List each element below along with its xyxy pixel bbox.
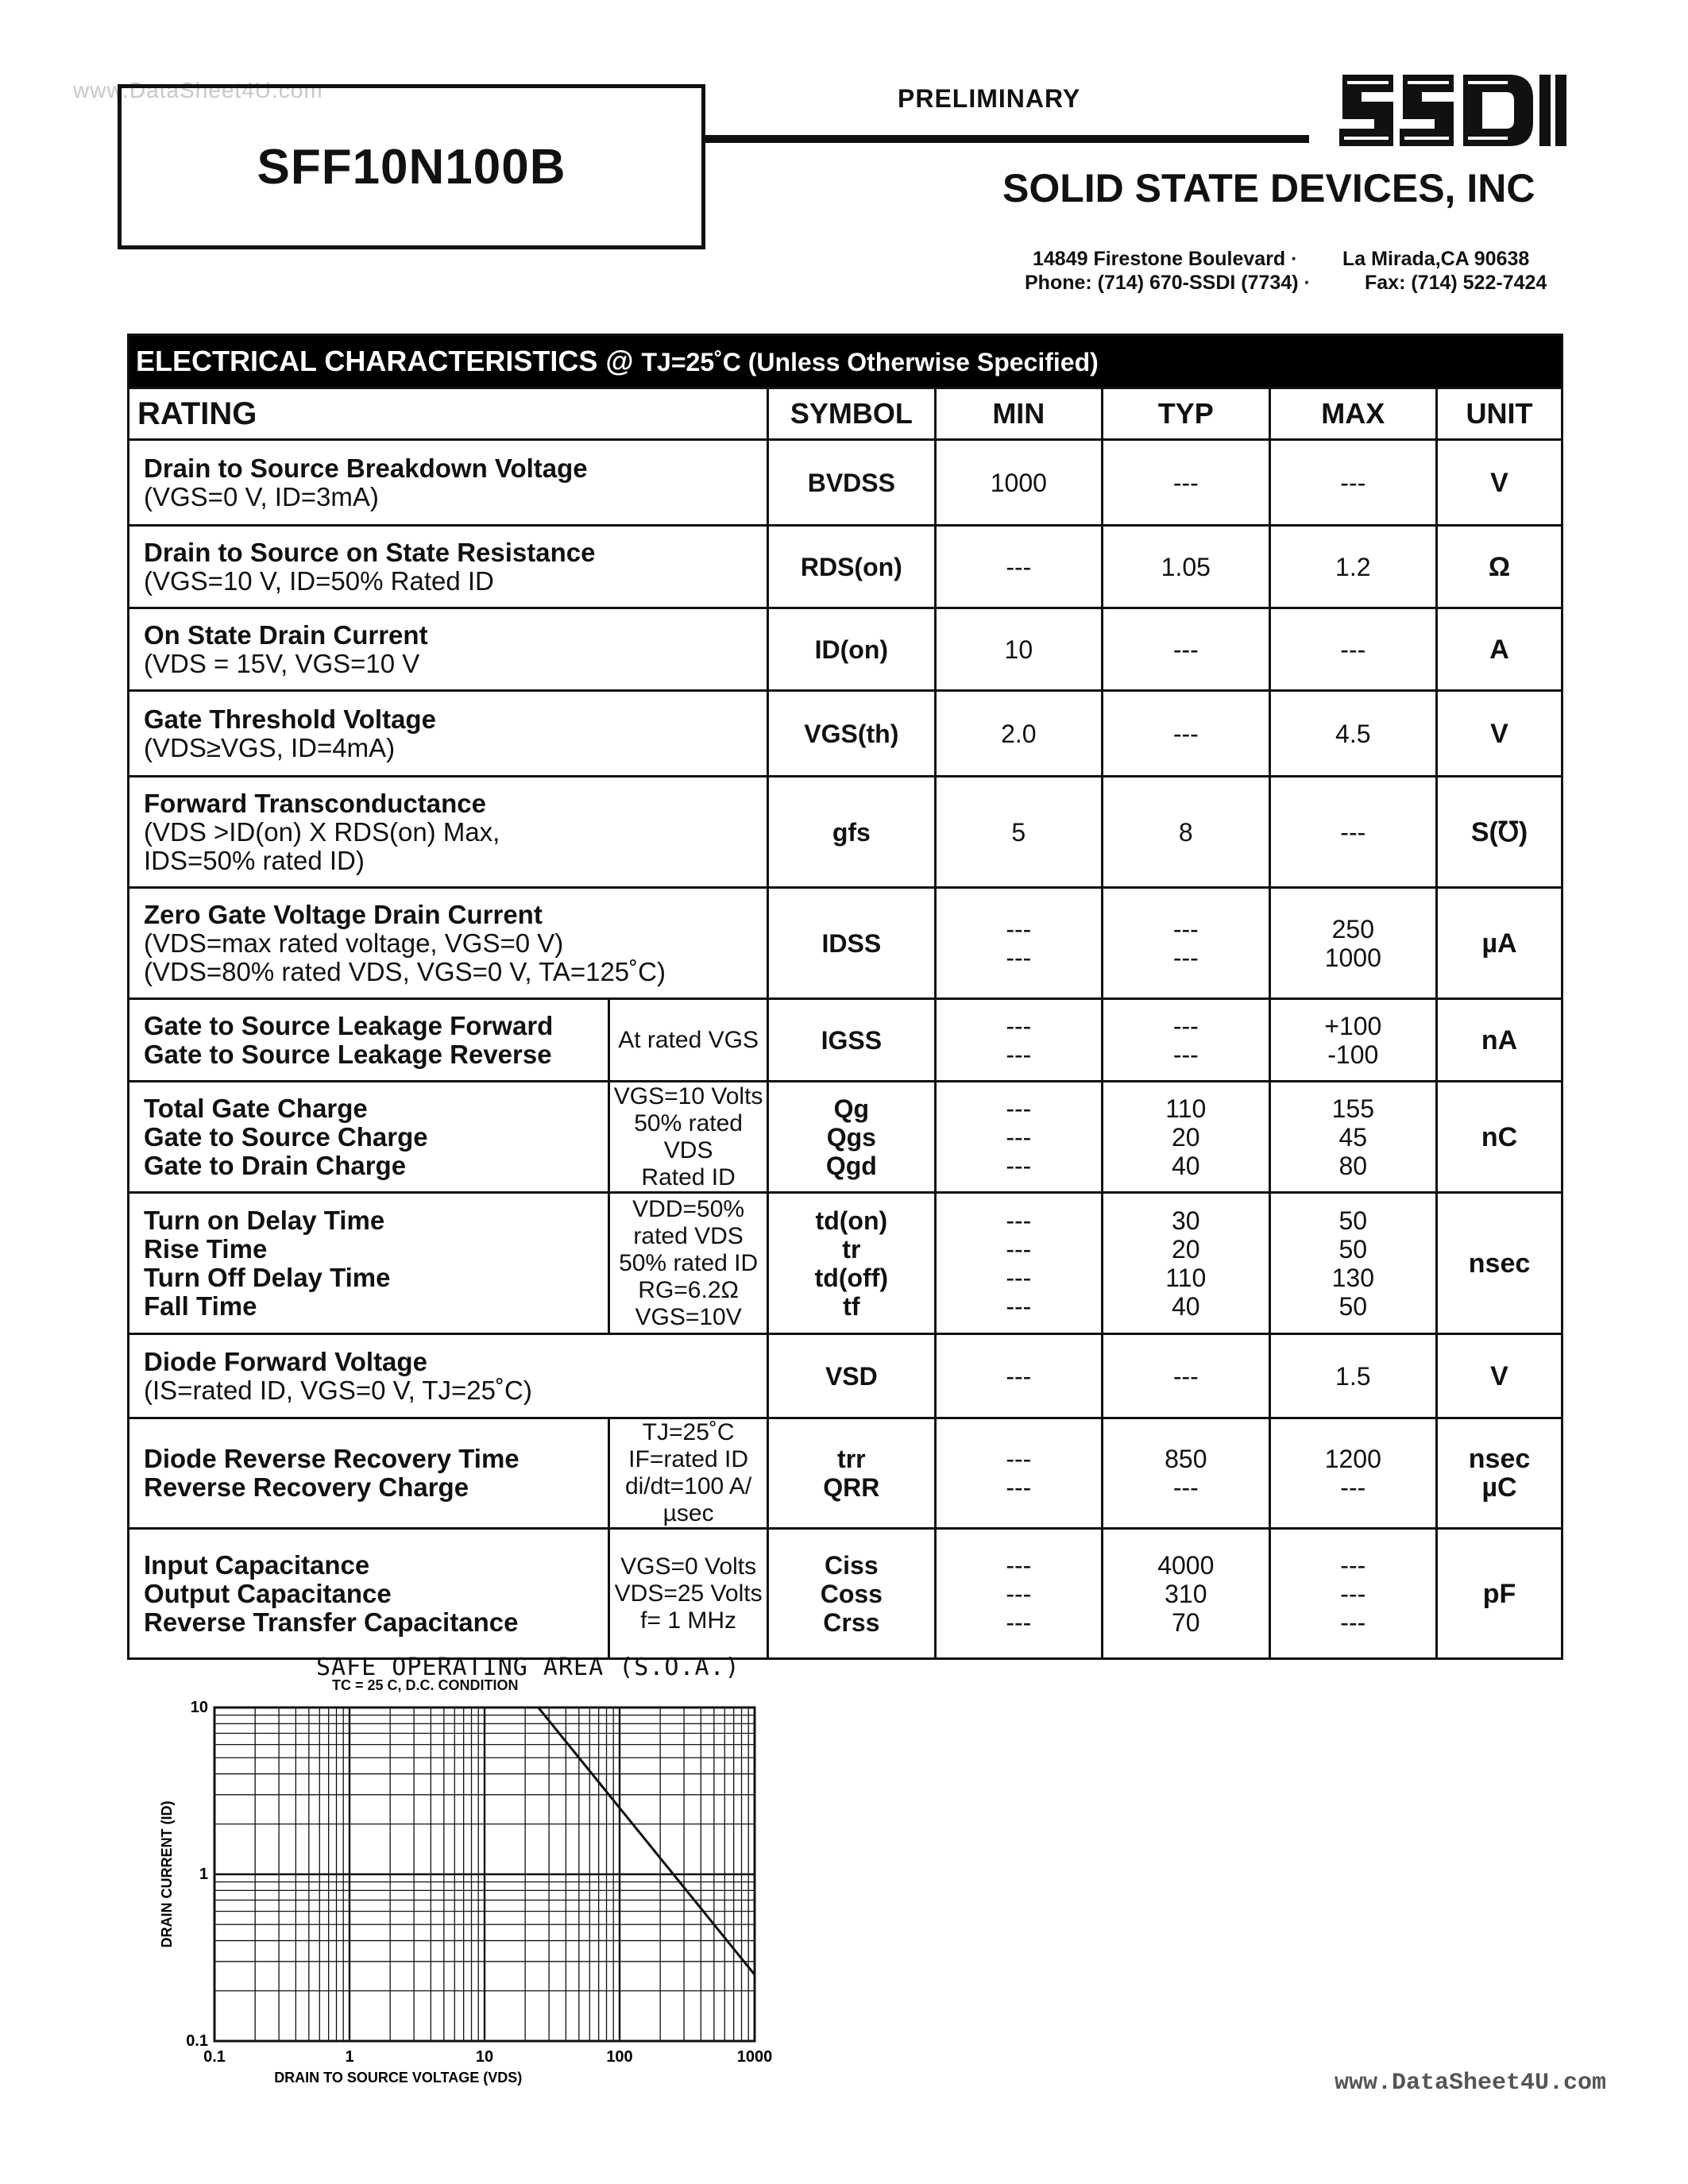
table-cell (129, 777, 768, 888)
table-cell (129, 1334, 768, 1418)
table-cell: 50 (1338, 1234, 1368, 1264)
part-number-box (118, 84, 705, 249)
table-cell (935, 1193, 1102, 1334)
header-min: MIN (935, 388, 1102, 440)
y-axis-label: DRAIN CURRENT (ID) (159, 1800, 175, 1948)
table-cell: --- (1006, 1550, 1032, 1580)
table-cell: --- (1172, 914, 1199, 943)
table-cell: Reverse Transfer Capacitance (144, 1607, 519, 1637)
table-cell: --- (935, 526, 1102, 608)
header-rating: RATING (129, 388, 768, 440)
table-cell: Rated ID (641, 1163, 736, 1190)
table-cell: VDS=25 Volts (614, 1580, 763, 1607)
table-cell: --- (1006, 1263, 1032, 1292)
table-cell: 1.2 (1269, 526, 1436, 608)
table-cell: (VDS=80% rated VDS, VGS=0 V, TA=125˚C) (144, 956, 666, 986)
table-cell: Input Capacitance (144, 1549, 370, 1580)
table-cell: --- (1006, 1445, 1032, 1473)
table-cell: 1000 (935, 440, 1102, 526)
table-cell (1103, 1418, 1269, 1529)
header-rule (705, 135, 1309, 143)
table-cell (935, 1418, 1102, 1529)
table-cell: --- (935, 1334, 1102, 1418)
x-axis-label: DRAIN TO SOURCE VOLTAGE (VDS) (274, 2070, 523, 2086)
table-cell: S(℧) (1437, 777, 1562, 888)
table-cell: V (1437, 440, 1562, 526)
table-row (129, 1418, 1562, 1529)
table-cell (1103, 1529, 1269, 1659)
table-cell: nC (1437, 1082, 1562, 1193)
table-cell: VGS=10V (635, 1303, 742, 1330)
table-cell: Turn on Delay Time (144, 1205, 385, 1235)
table-cell: --- (1269, 777, 1436, 888)
electrical-characteristics-table (127, 334, 1563, 1660)
table-row (129, 999, 1562, 1082)
table-cell: Crss (823, 1607, 880, 1637)
table-cell: VGS=0 Volts (620, 1553, 757, 1580)
soa-limit-line (539, 1707, 755, 1974)
table-cell: 5 (935, 777, 1102, 888)
table-cell (768, 1193, 935, 1334)
table-cell: nsec (1468, 1444, 1531, 1474)
table-cell: 4.5 (1269, 691, 1436, 777)
table-cell: (VDS = 15V, VGS=10 V (144, 648, 420, 678)
table-cell: VGS=10 Volts (613, 1082, 763, 1109)
table-banner (129, 335, 1562, 388)
table-cell (1103, 1193, 1269, 1334)
table-cell: Drain to Source on State Resistance (144, 537, 596, 567)
table-cell: BVDSS (768, 440, 935, 526)
table-cell: ELECTRICAL CHARACTERISTICS (136, 345, 598, 377)
table-cell: --- (1103, 691, 1269, 777)
table-row (129, 1082, 1562, 1193)
table-cell (129, 440, 768, 526)
table-cell: Ω (1437, 526, 1562, 608)
table-cell (1269, 999, 1436, 1082)
table-cell: 20 (1172, 1234, 1200, 1264)
table-cell (129, 608, 768, 691)
table-cell: 1.05 (1103, 526, 1269, 608)
table-cell: 110 (1165, 1094, 1207, 1123)
table-cell: Gate to Source Leakage Forward (144, 1010, 554, 1040)
table-cell: Gate to Source Charge (144, 1121, 428, 1152)
table-cell: Turn Off Delay Time (144, 1262, 391, 1292)
table-cell (1269, 888, 1436, 999)
x-tick-label: 1000 (736, 2048, 773, 2066)
table-cell: TJ=25˚C (Unless Otherwise Specified) (641, 348, 1099, 376)
header-symbol: SYMBOL (768, 388, 935, 440)
table-cell: --- (1269, 608, 1436, 691)
table-cell (1103, 999, 1269, 1082)
table-cell: gfs (768, 777, 935, 888)
preliminary-label: PRELIMINARY (898, 84, 1081, 113)
part-number: SFF10N100B (257, 139, 566, 195)
table-cell (129, 1193, 609, 1334)
table-cell: --- (1340, 1607, 1366, 1637)
table-cell: nsec (1437, 1193, 1562, 1334)
table-cell (129, 1082, 609, 1193)
table-cell (768, 1082, 935, 1193)
table-cell: td(on) (815, 1206, 888, 1235)
table-cell: nA (1437, 999, 1562, 1082)
table-cell: Qgd (825, 1151, 877, 1180)
table-cell: A (1437, 608, 1562, 691)
table-cell: Diode Reverse Recovery Time (144, 1444, 520, 1473)
table-cell: IF=rated ID (628, 1446, 749, 1472)
chart-subtitle: TC = 25 C, D.C. CONDITION (332, 1677, 519, 1693)
table-cell: 70 (1172, 1607, 1200, 1637)
table-cell: 45 (1338, 1122, 1368, 1152)
table-cell (935, 1529, 1102, 1659)
table-cell: Diode Forward Voltage (144, 1346, 427, 1376)
table-cell: 110 (1165, 1263, 1207, 1292)
table-cell: @ (605, 345, 634, 377)
table-cell: --- (1006, 1234, 1032, 1264)
table-cell: 80 (1338, 1151, 1368, 1180)
table-cell: --- (1103, 1334, 1269, 1418)
table-cell: f= 1 MHz (640, 1607, 737, 1634)
table-cell: --- (1006, 943, 1032, 972)
table-cell: 1.5 (1269, 1334, 1436, 1418)
table-row (129, 888, 1562, 999)
table-cell (1269, 1529, 1436, 1659)
table-cell: -100 (1327, 1040, 1379, 1069)
table-cell (129, 888, 768, 999)
y-tick-label: 0.1 (186, 2032, 208, 2050)
table-cell: --- (1172, 1473, 1199, 1502)
table-row (129, 1529, 1562, 1659)
table-cell: +100 (1324, 1011, 1382, 1040)
table-cell: Gate to Drain Charge (144, 1150, 407, 1180)
table-row (129, 1193, 1562, 1334)
table-cell (609, 1082, 768, 1193)
table-cell: 50 (1338, 1291, 1368, 1321)
table-cell: RDS(on) (768, 526, 935, 608)
address-city: La Mirada,CA 90638 (1342, 248, 1530, 270)
table-cell: VGS(th) (768, 691, 935, 777)
table-cell: --- (1006, 1607, 1032, 1637)
table-cell: --- (1006, 1473, 1032, 1502)
table-cell: IGSS (768, 999, 935, 1082)
table-cell: VSD (768, 1334, 935, 1418)
table-cell: pF (1437, 1529, 1562, 1659)
table-cell: --- (1006, 1291, 1032, 1321)
table-cell (1269, 1418, 1436, 1529)
table-cell (129, 1529, 609, 1659)
table-cell (935, 1082, 1102, 1193)
table-cell: 30 (1172, 1206, 1200, 1235)
address-street: 14849 Firestone Boulevard · (1033, 248, 1298, 270)
table-cell: 8 (1103, 777, 1269, 888)
table-cell: --- (1172, 1011, 1199, 1040)
table-cell: On State Drain Current (144, 619, 428, 650)
table-cell: IDSS (768, 888, 935, 999)
table-cell: Ciss (825, 1550, 879, 1580)
table-cell: Drain to Source Breakdown Voltage (144, 453, 588, 483)
table-cell: 50 (1338, 1206, 1368, 1235)
table-cell (1269, 1082, 1436, 1193)
table-cell: --- (1006, 1122, 1032, 1152)
table-cell: Output Capacitance (144, 1578, 392, 1608)
soa-chart (119, 1684, 802, 2113)
table-cell: --- (1006, 1151, 1032, 1180)
ssdi-logo (1336, 62, 1568, 159)
table-cell: 1000 (1324, 943, 1381, 972)
table-cell: (VDS >ID(on) X RDS(on) Max, (144, 816, 500, 847)
table-cell (1269, 1193, 1436, 1334)
table-cell (1437, 1418, 1562, 1529)
table-cell: Reverse Recovery Charge (144, 1472, 469, 1502)
table-cell: Gate to Source Leakage Reverse (144, 1039, 552, 1069)
table-cell: --- (1006, 1040, 1032, 1069)
table-cell: 4000 (1157, 1550, 1215, 1580)
table-cell: (VDS≥VGS, ID=4mA) (144, 732, 396, 762)
header-unit: UNIT (1437, 388, 1562, 440)
table-cell: 155 (1331, 1094, 1374, 1123)
table-cell: ID(on) (768, 608, 935, 691)
watermark-top: www.DataSheet4U.com (73, 78, 323, 102)
table-cell: Rise Time (144, 1233, 268, 1264)
table-cell: V (1437, 1334, 1562, 1418)
table-cell: 50% rated ID (619, 1249, 759, 1276)
table-cell: 50% rated VDS (634, 1109, 743, 1163)
table-cell: 130 (1331, 1263, 1374, 1292)
table-cell (1103, 1082, 1269, 1193)
table-cell: Gate Threshold Voltage (144, 704, 436, 734)
table-cell: 40 (1172, 1291, 1200, 1321)
table-cell: 850 (1165, 1445, 1207, 1473)
table-cell: --- (1006, 1579, 1032, 1608)
y-tick-label: 10 (190, 1699, 208, 1716)
table-cell (609, 1418, 768, 1529)
table-cell: 1200 (1324, 1445, 1381, 1473)
table-cell (935, 888, 1102, 999)
table-row (129, 526, 1562, 608)
table-cell: VDD=50% (632, 1195, 745, 1222)
table-cell: TJ=25˚C (642, 1419, 735, 1445)
table-cell: tr (842, 1234, 861, 1264)
table-cell (129, 999, 609, 1082)
table-cell (768, 1529, 935, 1659)
table-cell: --- (1006, 1206, 1032, 1235)
table-row (129, 777, 1562, 888)
x-tick-label: 1 (345, 2048, 354, 2066)
table-cell: 40 (1172, 1151, 1200, 1180)
table-cell: --- (1103, 440, 1269, 526)
table-cell: tf (843, 1291, 860, 1321)
table-cell: --- (1006, 914, 1032, 943)
table-cell: µA (1437, 888, 1562, 999)
table-cell: Coss (820, 1579, 883, 1608)
table-cell: Total Gate Charge (144, 1093, 368, 1123)
table-cell: --- (1340, 1550, 1366, 1580)
table-cell (129, 1418, 609, 1529)
phone: Phone: (714) 670-SSDI (7734) · (1025, 272, 1311, 294)
fax: Fax: (714) 522-7424 (1365, 272, 1547, 294)
header-max: MAX (1269, 388, 1436, 440)
table-row (129, 691, 1562, 777)
x-tick-label: 10 (475, 2048, 494, 2066)
table-cell: (VGS=0 V, ID=3mA) (144, 481, 379, 511)
watermark-bottom: www.DataSheet4U.com (1335, 2070, 1607, 2097)
x-tick-label: 0.1 (203, 2048, 226, 2066)
table-cell: RG=6.2Ω (638, 1276, 739, 1303)
table-cell (129, 526, 768, 608)
table-cell: 310 (1165, 1579, 1207, 1608)
table-cell: IDS=50% rated ID) (144, 845, 365, 875)
table-cell: 20 (1172, 1122, 1200, 1152)
table-cell: Qg (833, 1094, 870, 1123)
table-cell: (IS=rated ID, VGS=0 V, TJ=25˚C) (144, 1375, 532, 1405)
table-cell: --- (1340, 1473, 1366, 1502)
table-cell: rated VDS (633, 1222, 744, 1249)
table-cell: µC (1481, 1472, 1517, 1503)
table-cell (609, 1529, 768, 1659)
company-name: SOLID STATE DEVICES, INC (1002, 166, 1535, 210)
table-cell: Qgs (826, 1122, 876, 1152)
table-cell: trr (837, 1445, 866, 1473)
table-cell: 250 (1331, 914, 1374, 943)
table-cell: di/dt=100 A/µsec (624, 1473, 752, 1526)
x-tick-label: 100 (606, 2048, 633, 2066)
table-row (129, 1334, 1562, 1418)
chart-title: SAFE OPERATING AREA (S.O.A.) (316, 1653, 740, 1681)
table-cell: 2.0 (935, 691, 1102, 777)
table-cell: V (1437, 691, 1562, 777)
table-row (129, 608, 1562, 691)
table-cell: --- (1172, 943, 1199, 972)
table-cell: Forward Transconductance (144, 788, 486, 818)
table-cell (1103, 888, 1269, 999)
table-row (129, 440, 1562, 526)
table-cell: --- (1172, 1040, 1199, 1069)
table-cell: Fall Time (144, 1291, 257, 1321)
table-cell (935, 999, 1102, 1082)
table-cell: At rated VGS (609, 999, 768, 1082)
table-cell (768, 1418, 935, 1529)
table-cell: --- (1103, 608, 1269, 691)
table-cell: --- (1006, 1011, 1032, 1040)
table-cell: --- (1269, 440, 1436, 526)
table-cell: --- (1340, 1579, 1366, 1608)
table-cell: (VDS=max rated voltage, VGS=0 V) (144, 928, 564, 958)
table-cell: td(off) (814, 1263, 889, 1292)
table-cell: --- (1006, 1094, 1032, 1123)
table-cell (609, 1193, 768, 1334)
table-cell: (VGS=10 V, ID=50% Rated ID (144, 565, 494, 596)
table-cell (129, 691, 768, 777)
table-cell: QRR (823, 1473, 880, 1502)
table-cell: Zero Gate Voltage Drain Current (144, 899, 543, 929)
y-tick-label: 1 (199, 1866, 208, 1883)
header-typ: TYP (1103, 388, 1269, 440)
table-cell: 10 (935, 608, 1102, 691)
